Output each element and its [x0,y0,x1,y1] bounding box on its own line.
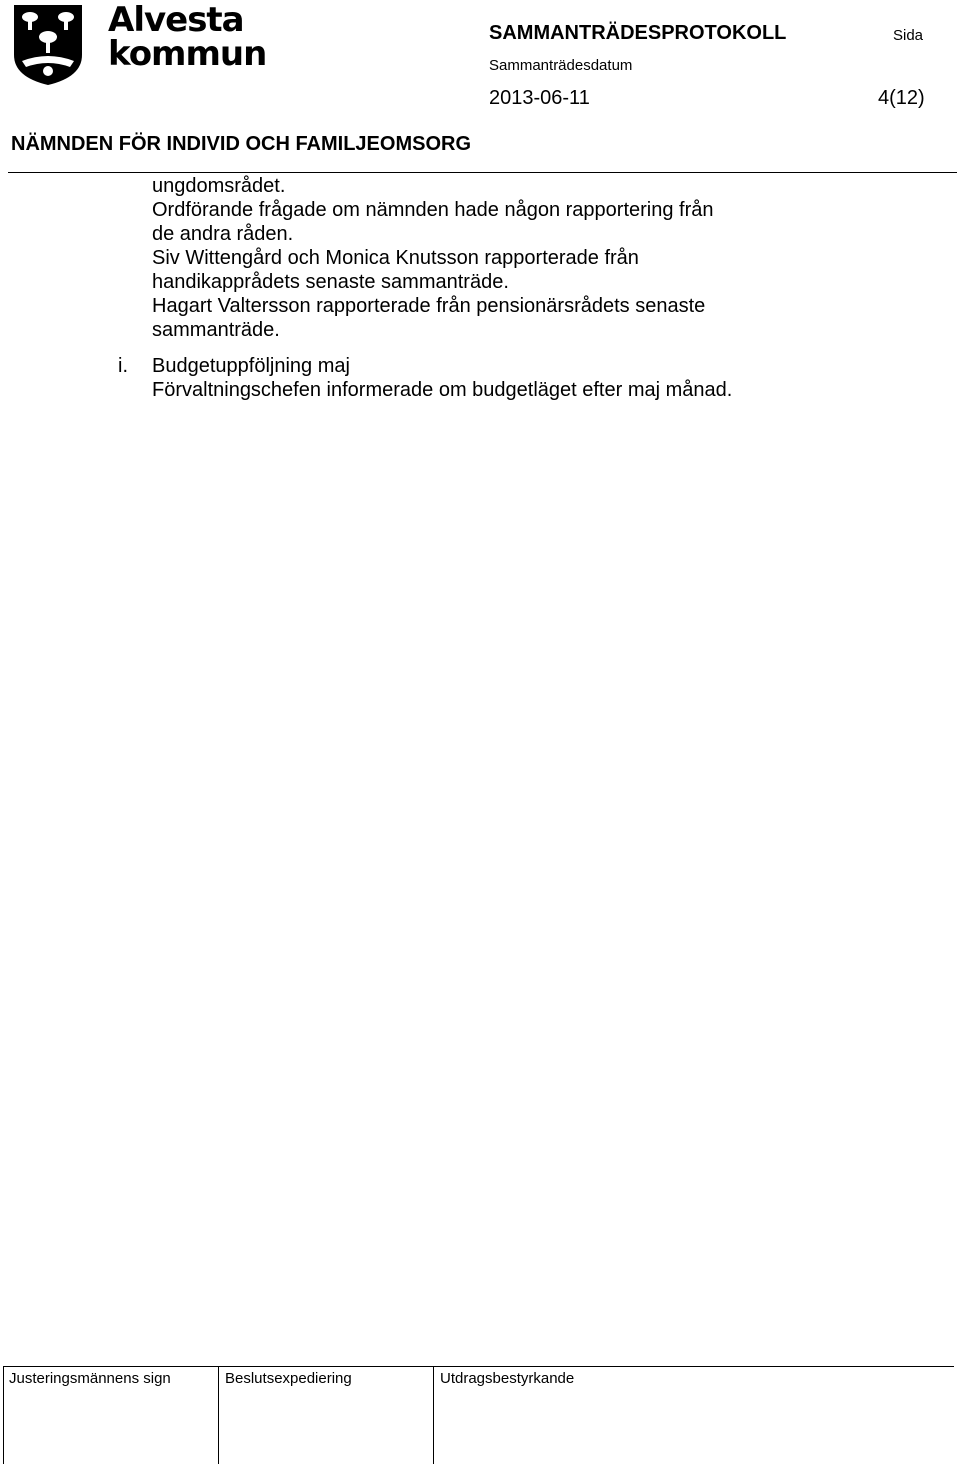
body-line: Ordförande frågade om nämnden hade någon rapportering från [152,199,714,221]
footer-left-line [3,1366,4,1464]
signature-footer [3,1366,954,1464]
page-label: Sida [893,27,924,44]
adjusters-signature-label: Justeringsmännens sign [9,1370,171,1387]
body-line: sammanträde. [152,319,280,341]
logo-text-line2: kommun [108,34,267,74]
footer-top-line [3,1366,954,1367]
body-line: Siv Wittengård och Monica Knutsson rapporterade från [152,247,639,269]
header-divider [8,172,957,173]
item-marker: i. [118,355,128,377]
body-line: de andra råden. [152,223,294,245]
body-line: Hagart Valtersson rapporterade från pensionärsrådets senaste [152,295,706,317]
document-title: SAMMANTRÄDESPROTOKOLL [489,22,787,44]
decision-dispatch-label: Beslutsexpediering [225,1370,352,1387]
extract-certification-label: Utdragsbestyrkande [440,1370,575,1387]
footer-divider [218,1366,219,1464]
logo-text-line1: Alvesta [108,0,244,40]
coat-of-arms-icon [12,3,84,87]
page-number: 4(12) [878,87,925,109]
municipality-logo [12,0,267,87]
footer-divider [433,1366,434,1464]
body-line: ungdomsrådet. [152,175,286,197]
meeting-date-value: 2013-06-11 [489,87,590,109]
minutes-body [152,174,942,342]
committee-name: NÄMNDEN FÖR INDIVID OCH FAMILJEOMSORG [11,133,472,155]
item-title: Budgetuppföljning maj [152,355,350,377]
body-line: handikapprådets senaste sammanträde. [152,271,509,293]
meeting-date-label: Sammanträdesdatum [489,57,633,74]
item-text: Förvaltningschefen informerade om budgetläget efter maj månad. [152,379,733,401]
item-content [152,354,732,402]
